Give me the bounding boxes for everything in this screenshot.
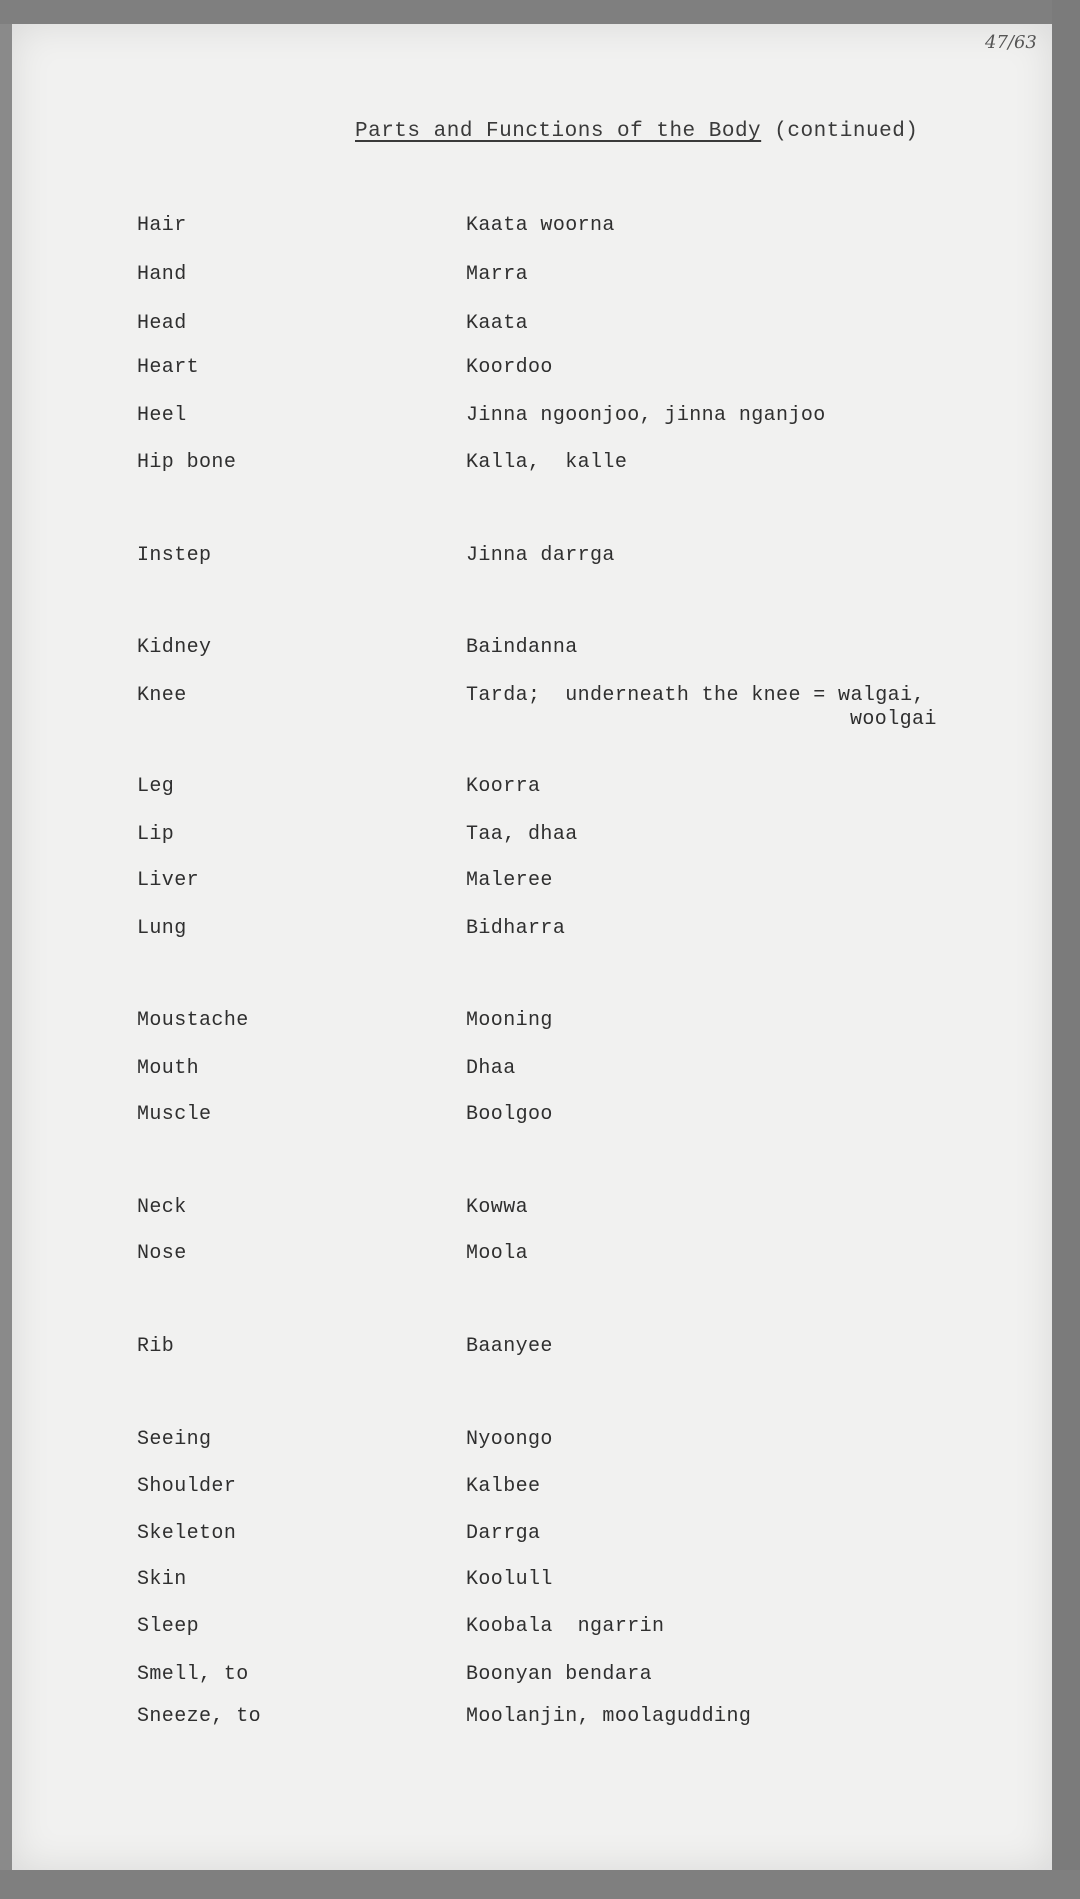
gloss-nose: Moola: [466, 1242, 529, 1265]
term-lip: Lip: [137, 823, 175, 846]
term-heel: Heel: [137, 404, 187, 427]
gloss-smell: Boonyan bendara: [466, 1663, 653, 1686]
term-hair: Hair: [137, 214, 187, 237]
gloss-sleep: Koobala ngarrin: [466, 1615, 665, 1638]
gloss-hand: Marra: [466, 263, 529, 286]
gloss-hair: Kaata woorna: [466, 214, 615, 237]
term-moustache: Moustache: [137, 1009, 249, 1032]
gloss-sneeze: Moolanjin, moolagudding: [466, 1705, 752, 1728]
term-muscle: Muscle: [137, 1103, 212, 1126]
term-heart: Heart: [137, 356, 200, 379]
scan-border-bottom: [0, 1870, 1080, 1899]
term-hand: Hand: [137, 263, 187, 286]
gloss-neck: Kowwa: [466, 1196, 529, 1219]
term-smell: Smell, to: [137, 1663, 249, 1686]
gloss-skeleton: Darrga: [466, 1522, 541, 1545]
term-neck: Neck: [137, 1196, 187, 1219]
term-hip-bone: Hip bone: [137, 451, 237, 474]
gloss-head: Kaata: [466, 312, 529, 335]
title-suffix: (continued): [761, 120, 919, 143]
gloss-skin: Koolull: [466, 1568, 553, 1591]
gloss-leg: Koorra: [466, 775, 541, 798]
term-mouth: Mouth: [137, 1057, 200, 1080]
gloss-heart: Koordoo: [466, 356, 553, 379]
term-seeing: Seeing: [137, 1428, 212, 1451]
term-knee: Knee: [137, 684, 187, 707]
typed-page: [12, 24, 1052, 1870]
gloss-kidney: Baindanna: [466, 636, 578, 659]
gloss-hip-bone: Kalla, kalle: [466, 451, 628, 474]
gloss-instep: Jinna darrga: [466, 544, 615, 567]
gloss-seeing: Nyoongo: [466, 1428, 553, 1451]
gloss-knee: Tarda; underneath the knee = walgai,: [466, 684, 925, 707]
gloss-moustache: Mooning: [466, 1009, 553, 1032]
page-number: 47/63: [985, 32, 1037, 53]
term-instep: Instep: [137, 544, 212, 567]
gloss-lung: Bidharra: [466, 917, 566, 940]
gloss-mouth: Dhaa: [466, 1057, 516, 1080]
page-title: [355, 120, 918, 143]
term-kidney: Kidney: [137, 636, 212, 659]
term-skin: Skin: [137, 1568, 187, 1591]
gloss-rib: Baanyee: [466, 1335, 553, 1358]
gloss-liver: Maleree: [466, 869, 553, 892]
scan-border-right: [1052, 0, 1080, 1899]
term-liver: Liver: [137, 869, 200, 892]
term-nose: Nose: [137, 1242, 187, 1265]
gloss-lip: Taa, dhaa: [466, 823, 578, 846]
term-leg: Leg: [137, 775, 175, 798]
term-sneeze: Sneeze, to: [137, 1705, 262, 1728]
term-sleep: Sleep: [137, 1615, 200, 1638]
gloss-muscle: Boolgoo: [466, 1103, 553, 1126]
gloss-shoulder: Kalbee: [466, 1475, 541, 1498]
term-head: Head: [137, 312, 187, 335]
term-lung: Lung: [137, 917, 187, 940]
gloss-heel: Jinna ngoonjoo, jinna nganjoo: [466, 404, 826, 427]
term-skeleton: Skeleton: [137, 1522, 237, 1545]
title-underlined: Parts and Functions of the Body: [355, 120, 762, 143]
gloss-knee-continued: woolgai: [850, 708, 937, 731]
term-rib: Rib: [137, 1335, 175, 1358]
term-shoulder: Shoulder: [137, 1475, 237, 1498]
scan-border-top: [0, 0, 1080, 24]
